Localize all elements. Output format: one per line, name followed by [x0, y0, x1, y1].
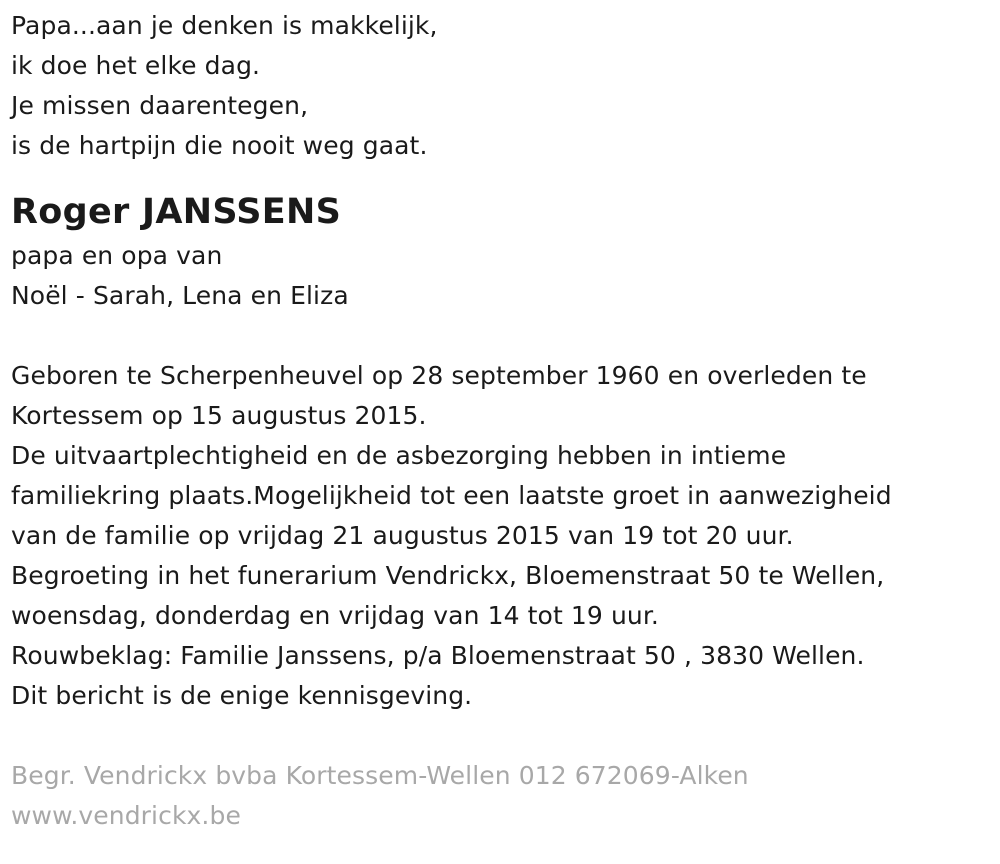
poem-line: ik doe het elke dag.: [11, 51, 261, 80]
body-line: Begroeting in het funerarium Vendrickx, Bloemenstraat 50 te Wellen,: [11, 561, 885, 590]
body-line: De uitvaartplechtigheid en de asbezorging hebben in intieme: [11, 441, 787, 470]
body-line: Kortessem op 15 augustus 2015.: [11, 401, 427, 430]
death-notice: [11, 6, 991, 836]
poem-line: Je missen daarentegen,: [11, 91, 309, 120]
funeral-home-contact: Begr. Vendrickx bvba Kortessem-Wellen 012 672069-Alken: [11, 761, 749, 790]
funeral-home-footer: [11, 756, 991, 836]
memorial-poem: [11, 6, 991, 166]
body-line: van de familie op vrijdag 21 augustus 2015 van 19 tot 20 uur.: [11, 521, 794, 550]
body-line: familiekring plaats.Mogelijkheid tot een laatste groet in aanwezigheid: [11, 481, 892, 510]
body-line: woensdag, donderdag en vrijdag van 14 tot 19 uur.: [11, 601, 659, 630]
relation-line: papa en opa van: [11, 241, 223, 270]
body-line: Rouwbeklag: Familie Janssens, p/a Bloemenstraat 50 , 3830 Wellen.: [11, 641, 865, 670]
notice-body: [11, 356, 991, 716]
poem-line: Papa...aan je denken is makkelijk,: [11, 11, 438, 40]
body-line: Geboren te Scherpenheuvel op 28 september 1960 en overleden te: [11, 361, 867, 390]
relation-names: Noël - Sarah, Lena en Eliza: [11, 281, 349, 310]
poem-line: is de hartpijn die nooit weg gaat.: [11, 131, 428, 160]
body-line: Dit bericht is de enige kennisgeving.: [11, 681, 473, 710]
funeral-home-website[interactable]: www.vendrickx.be: [11, 801, 241, 830]
deceased-name: Roger JANSSENS: [11, 192, 342, 232]
spacer: [11, 716, 991, 756]
spacer: [11, 316, 991, 356]
